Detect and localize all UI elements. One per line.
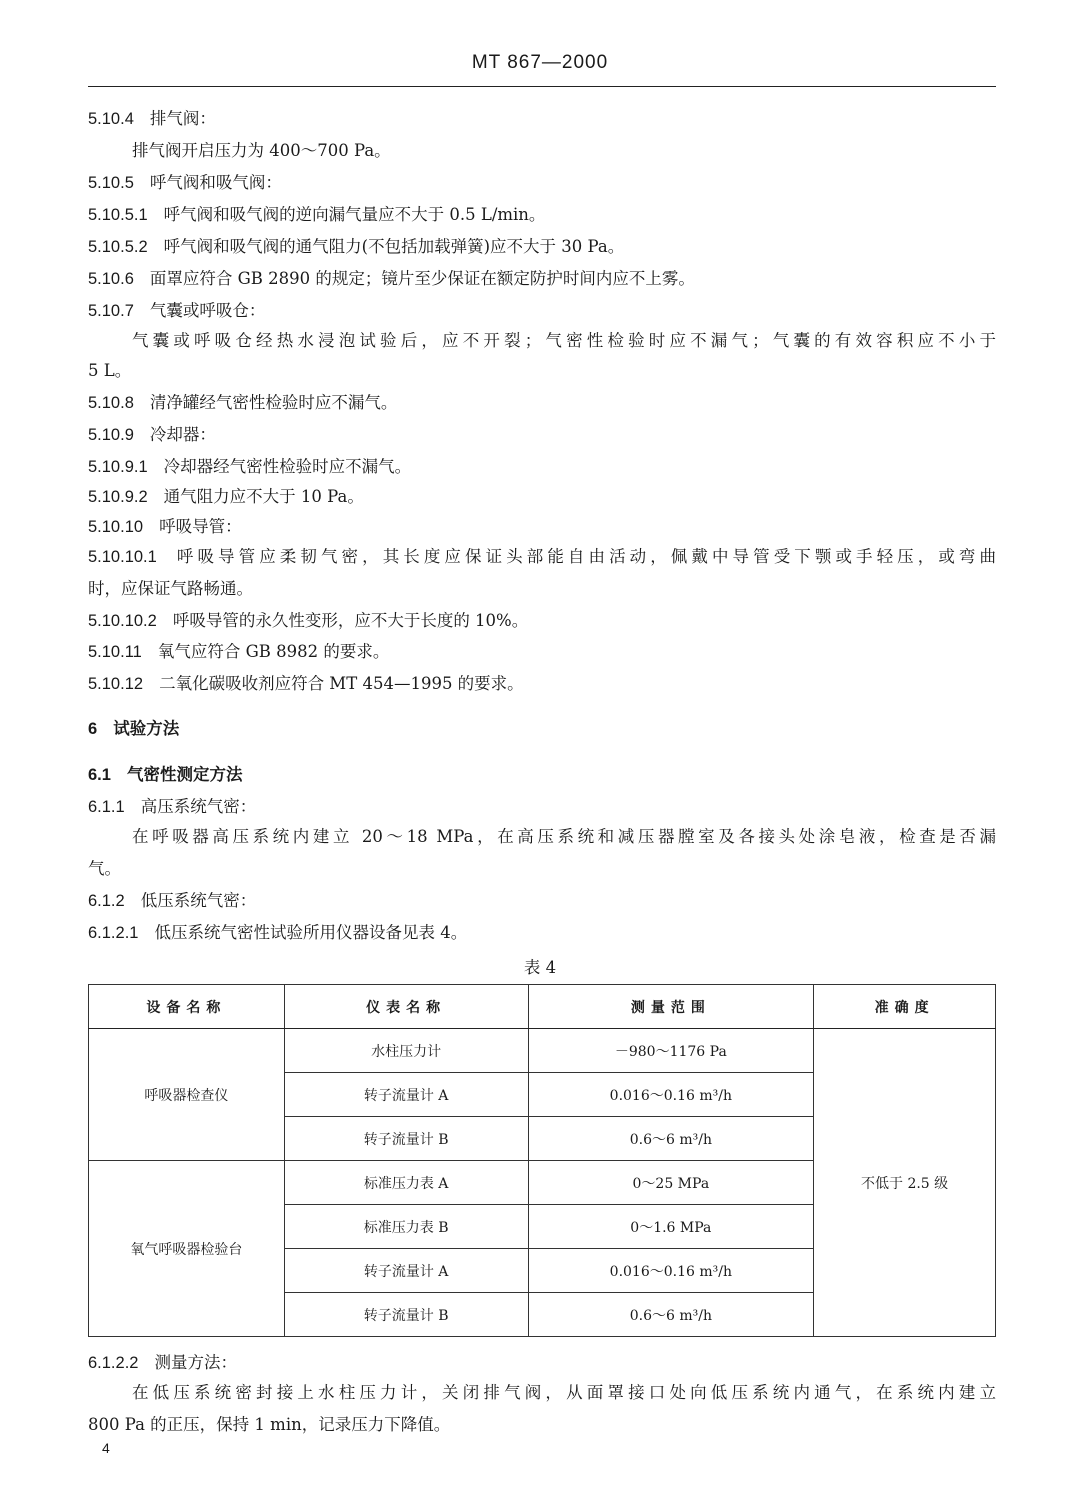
clause-6-1-2-2 — [88, 1352, 237, 1374]
clause-number: 5.10.9.1 — [88, 458, 148, 476]
paragraph-text: 在低压系统密封接上水柱压力计，关闭排气阀，从面罩接口处向低压系统内通气，在系统内建立 — [132, 1383, 996, 1402]
range-cell: 0.6～6 m³/h — [528, 1117, 814, 1161]
range-cell: 0.016～0.16 m³/h — [528, 1073, 814, 1117]
section-number: 6 — [88, 720, 98, 738]
paragraph-text: 气囊或呼吸仓经热水浸泡试验后，应不开裂；气密性检验时应不漏气；气囊的有效容积应不小于 — [132, 331, 996, 350]
range-cell: 0～1.6 MPa — [528, 1205, 814, 1249]
clause-number: 5.10.9 — [88, 426, 134, 444]
clause-text: 呼吸导管的永久性变形，应不大于长度的 10%。 — [172, 611, 529, 630]
clause-text: 高压系统气密： — [140, 797, 257, 816]
paragraph-air-bag — [132, 330, 996, 352]
device-cell: 氧气呼吸器检验台 — [89, 1161, 285, 1337]
instrument-cell: 标准压力表 B — [284, 1205, 528, 1249]
clause-5-10-10-2 — [88, 610, 528, 632]
clause-5-10-11 — [88, 641, 389, 663]
clause-5-10-8 — [88, 392, 397, 414]
section-title: 气密性测定方法 — [126, 765, 243, 784]
clause-5-10-6 — [88, 268, 695, 290]
clause-number: 5.10.9.2 — [88, 488, 148, 506]
instrument-cell: 标准压力表 A — [284, 1161, 528, 1205]
clause-number: 5.10.10 — [88, 518, 144, 536]
paragraph-text: 时，应保证气路畅通。 — [88, 579, 253, 598]
clause-text: 测量方法： — [154, 1353, 237, 1372]
paragraph-text: 排气阀开启压力为 400～700 Pa。 — [132, 141, 391, 160]
clause-text: 呼气阀和吸气阀： — [149, 173, 282, 192]
document-header-title: MT 867—2000 — [471, 52, 609, 73]
clause-number: 6.1.2.2 — [88, 1354, 139, 1372]
section-title: 试验方法 — [113, 719, 180, 738]
clause-number: 5.10.11 — [88, 643, 142, 661]
range-cell: 0.6～6 m³/h — [528, 1293, 814, 1337]
clause-text: 低压系统气密性试验所用仪器设备见表 4。 — [154, 923, 468, 942]
clause-text: 排气阀： — [149, 109, 216, 128]
header-measuring-range: 测量范围 — [528, 985, 814, 1029]
paragraph-text: 在呼吸器高压系统内建立 20～18 MPa，在高压系统和减压器膛室及各接头处涂皂液，检查是否漏 — [132, 827, 996, 846]
clause-6-1-1 — [88, 796, 256, 818]
instrument-cell: 转子流量计 A — [284, 1249, 528, 1293]
clause-number: 5.10.6 — [88, 270, 134, 288]
paragraph-measurement-method — [132, 1382, 996, 1404]
accuracy-cell: 不低于 2.5 级 — [814, 1029, 996, 1337]
clause-5-10-10-1 — [88, 546, 996, 568]
instrument-cell: 转子流量计 A — [284, 1073, 528, 1117]
paragraph-text: 气。 — [88, 859, 121, 878]
table-header-row — [89, 985, 996, 1029]
instrument-cell: 转子流量计 B — [284, 1293, 528, 1337]
clause-text: 呼吸导管应柔韧气密，其长度应保证头部能自由活动，佩戴中导管受下颚或手轻压，或弯曲 — [172, 547, 996, 566]
clause-5-10-4 — [88, 108, 216, 130]
header-instrument-name: 仪表名称 — [284, 985, 528, 1029]
paragraph-text: 800 Pa 的正压，保持 1 min，记录压力下降值。 — [88, 1415, 451, 1434]
clause-number: 5.10.5.1 — [88, 206, 148, 224]
instrument-cell: 水柱压力计 — [284, 1029, 528, 1073]
paragraph-high-pressure — [132, 826, 996, 848]
clause-text: 面罩应符合 GB 2890 的规定；镜片至少保证在额定防护时间内应不上雾。 — [149, 269, 695, 288]
clause-5-10-5 — [88, 172, 282, 194]
section-number: 6.1 — [88, 766, 111, 784]
clause-5-10-5-2 — [88, 236, 624, 258]
clause-number: 5.10.4 — [88, 110, 134, 128]
clause-6-1-2 — [88, 890, 256, 912]
clause-number: 5.10.5 — [88, 174, 134, 192]
clause-text: 通气阻力应不大于 10 Pa。 — [163, 487, 364, 506]
equipment-table — [88, 984, 996, 1337]
table-caption: 表 4 — [523, 958, 557, 977]
clause-number: 5.10.7 — [88, 302, 134, 320]
clause-6-1-2-1 — [88, 922, 467, 944]
paragraph-text: 5 L。 — [88, 361, 132, 380]
clause-5-10-10-1-cont — [88, 578, 253, 600]
clause-5-10-9-1 — [88, 456, 411, 478]
section-6-heading — [88, 718, 179, 740]
header-rule — [88, 86, 996, 87]
clause-5-10-10 — [88, 516, 242, 538]
section-6-1-heading — [88, 764, 242, 786]
clause-text: 清净罐经气密性检验时应不漏气。 — [149, 393, 398, 412]
clause-number: 6.1.2.1 — [88, 924, 139, 942]
clause-5-10-12 — [88, 673, 524, 695]
clause-number: 5.10.12 — [88, 675, 144, 693]
page-number: 4 — [102, 1440, 110, 1456]
clause-5-10-9-2 — [88, 486, 364, 508]
paragraph-measurement-method-cont — [88, 1414, 450, 1436]
table-row — [89, 1029, 996, 1073]
header-accuracy: 准确度 — [814, 985, 996, 1029]
clause-number: 5.10.10.2 — [88, 612, 157, 630]
range-cell: －980～1176 Pa — [528, 1029, 814, 1073]
clause-5-10-9 — [88, 424, 216, 446]
clause-text: 冷却器经气密性检验时应不漏气。 — [163, 457, 412, 476]
clause-number: 6.1.1 — [88, 798, 125, 816]
paragraph-high-pressure-cont — [88, 858, 121, 880]
device-cell: 呼吸器检查仪 — [89, 1029, 285, 1161]
clause-5-10-5-1 — [88, 204, 545, 226]
clause-text: 气囊或呼吸仓： — [149, 301, 266, 320]
clause-number: 5.10.10.1 — [88, 548, 157, 566]
clause-text: 呼气阀和吸气阀的通气阻力(不包括加载弹簧)应不大于 30 Pa。 — [163, 237, 625, 256]
range-cell: 0.016～0.16 m³/h — [528, 1249, 814, 1293]
paragraph-exhaust-valve — [132, 140, 391, 162]
clause-number: 5.10.5.2 — [88, 238, 148, 256]
paragraph-air-bag-cont — [88, 360, 131, 382]
clause-text: 低压系统气密： — [140, 891, 257, 910]
clause-text: 冷却器： — [149, 425, 216, 444]
instrument-cell: 转子流量计 B — [284, 1117, 528, 1161]
clause-text: 呼吸导管： — [159, 517, 242, 536]
clause-number: 5.10.8 — [88, 394, 134, 412]
clause-text: 呼气阀和吸气阀的逆向漏气量应不大于 0.5 L/min。 — [163, 205, 546, 224]
clause-text: 氧气应符合 GB 8982 的要求。 — [157, 642, 390, 661]
clause-number: 6.1.2 — [88, 892, 125, 910]
clause-5-10-7 — [88, 300, 265, 322]
header-device-name: 设备名称 — [89, 985, 285, 1029]
clause-text: 二氧化碳吸收剂应符合 MT 454—1995 的要求。 — [159, 674, 524, 693]
range-cell: 0～25 MPa — [528, 1161, 814, 1205]
